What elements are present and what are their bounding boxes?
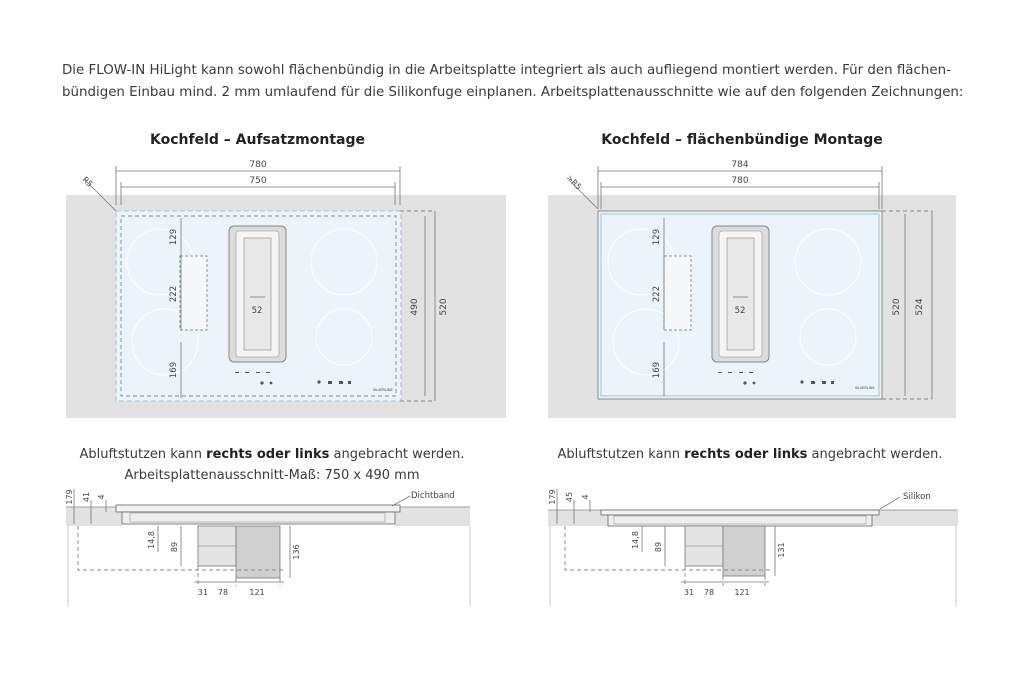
left-dim-179: 179 xyxy=(65,489,74,505)
left-dim-89: 89 xyxy=(170,541,179,553)
right-seal-leader xyxy=(880,497,900,509)
left-dim-52: 52 xyxy=(251,306,263,316)
left-seal-leader xyxy=(392,496,410,506)
right-side-section xyxy=(548,489,958,606)
right-caption-pre: Abluftstutzen kann xyxy=(557,447,685,462)
right-dim-131: 131 xyxy=(777,542,786,558)
left-title: Kochfeld – Aufsatzmontage xyxy=(150,132,365,148)
left-dim-222: 222 xyxy=(169,285,179,303)
right-dim-31: 31 xyxy=(683,588,695,597)
intro-line-1: Die FLOW-IN HiLight kann sowohl flächenbündig in die Arbeitsplatte integriert als auch aufliegend montiert werden. Für den flächen- xyxy=(62,63,951,78)
right-duct-connector xyxy=(664,256,691,330)
right-dim-52: 52 xyxy=(734,306,746,316)
left-top-view xyxy=(66,160,506,418)
left-dim-14-8: 14,8 xyxy=(147,531,156,549)
right-dim-780: 780 xyxy=(731,176,749,186)
left-radius-label: R5 xyxy=(80,175,95,189)
right-dim-524: 524 xyxy=(915,298,925,316)
left-dim-169: 169 xyxy=(169,361,179,379)
left-dim-490: 490 xyxy=(410,298,420,316)
right-dim-222: 222 xyxy=(652,285,662,303)
left-vent-flap xyxy=(244,238,271,350)
left-dim-4: 4 xyxy=(97,494,106,500)
right-dim-784: 784 xyxy=(731,160,749,170)
right-section-duct xyxy=(723,526,765,576)
left-side-section xyxy=(65,489,470,606)
right-dim-129: 129 xyxy=(652,228,662,246)
right-dim-121: 121 xyxy=(734,588,750,597)
right-radius-label: >R5 xyxy=(564,173,584,192)
left-caption-bold: rechts oder links xyxy=(206,447,330,462)
right-section-body xyxy=(608,515,872,526)
left-dim-41: 41 xyxy=(82,491,91,503)
left-dim-78: 78 xyxy=(217,588,229,597)
right-brand: SILVERLINE xyxy=(855,386,875,390)
right-vent-flap xyxy=(727,238,754,350)
right-dim-89: 89 xyxy=(654,541,663,553)
right-dim-179: 179 xyxy=(548,489,557,505)
left-dim-520: 520 xyxy=(439,298,449,316)
left-dim-129: 129 xyxy=(169,228,179,246)
left-caption-post: angebracht werden. xyxy=(329,447,465,462)
left-caption-pre: Abluftstutzen kann xyxy=(79,447,207,462)
left-dim-31: 31 xyxy=(197,588,209,597)
left-seal-label: Dichtband xyxy=(411,491,455,501)
right-section-glass xyxy=(601,510,879,515)
left-duct-connector xyxy=(180,256,207,330)
right-dim-45: 45 xyxy=(565,491,574,503)
right-dim-169: 169 xyxy=(652,361,662,379)
intro-line-2: bündigen Einbau mind. 2 mm umlaufend für die Silikonfuge einplanen. Arbeitsplattenausschnitte wie auf den folgenden Zeichnungen: xyxy=(62,85,964,100)
left-brand: SILVERLINE xyxy=(373,388,393,392)
right-title: Kochfeld – flächenbündige Montage xyxy=(601,132,883,148)
left-section-glass xyxy=(116,505,400,512)
right-dim-14-8: 14,8 xyxy=(631,531,640,549)
right-top-view xyxy=(548,160,956,418)
left-caption-cutout: Arbeitsplattenausschnitt-Maß: 750 x 490 mm xyxy=(124,468,420,483)
right-caption-bold: rechts oder links xyxy=(684,447,808,462)
right-dim-78: 78 xyxy=(703,588,715,597)
right-dim-4: 4 xyxy=(581,494,590,500)
right-dim-520: 520 xyxy=(892,298,902,316)
left-dim-750: 750 xyxy=(249,176,267,186)
left-dim-121: 121 xyxy=(249,588,265,597)
left-dim-136: 136 xyxy=(292,544,301,560)
right-caption-post: angebracht werden. xyxy=(807,447,943,462)
left-dim-780: 780 xyxy=(249,160,267,170)
right-seal-label: Silikon xyxy=(903,492,931,502)
